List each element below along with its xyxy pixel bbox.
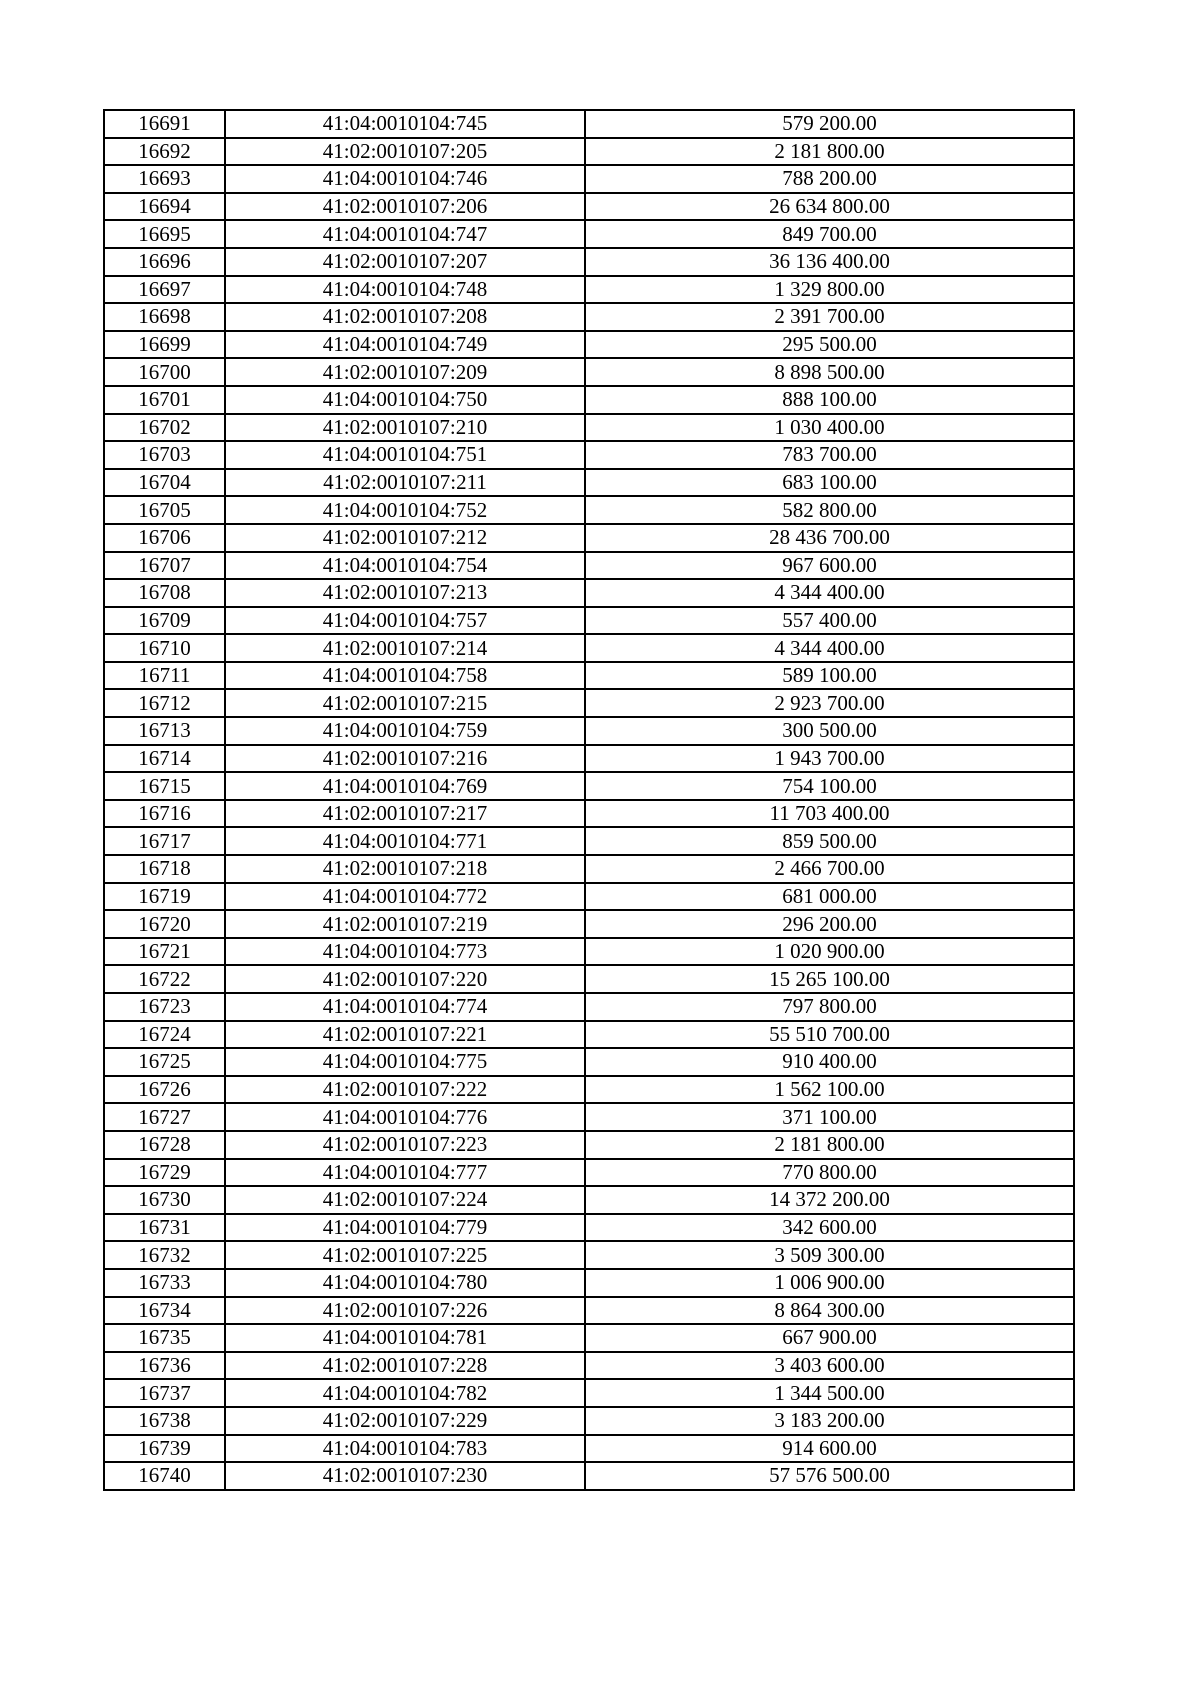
- table-body: [104, 110, 1074, 1490]
- row-number-cell: 16707: [104, 552, 225, 580]
- cadastral-value-cell: 589 100.00: [585, 662, 1074, 690]
- row-number-cell: 16731: [104, 1214, 225, 1242]
- cadastral-value-cell: 1 020 900.00: [585, 938, 1074, 966]
- table-row: [104, 993, 1074, 1021]
- cadastral-value-cell: 579 200.00: [585, 110, 1074, 138]
- row-number-cell: 16733: [104, 1269, 225, 1297]
- row-number-cell: 16737: [104, 1379, 225, 1407]
- table-row: [104, 1379, 1074, 1407]
- cadastral-number-cell: 41:02:0010107:209: [225, 358, 585, 386]
- table-row: [104, 1131, 1074, 1159]
- cadastral-value-cell: 888 100.00: [585, 386, 1074, 414]
- cadastral-number-cell: 41:04:0010104:759: [225, 717, 585, 745]
- table-row: [104, 634, 1074, 662]
- row-number-cell: 16710: [104, 634, 225, 662]
- table-row: [104, 855, 1074, 883]
- table-row: [104, 469, 1074, 497]
- row-number-cell: 16730: [104, 1186, 225, 1214]
- row-number-cell: 16734: [104, 1297, 225, 1325]
- table-row: [104, 1186, 1074, 1214]
- row-number-cell: 16724: [104, 1021, 225, 1049]
- row-number-cell: 16704: [104, 469, 225, 497]
- table-row: [104, 883, 1074, 911]
- table-row: [104, 1103, 1074, 1131]
- row-number-cell: 16725: [104, 1048, 225, 1076]
- table-row: [104, 1076, 1074, 1104]
- row-number-cell: 16705: [104, 496, 225, 524]
- cadastral-value-cell: 967 600.00: [585, 552, 1074, 580]
- row-number-cell: 16718: [104, 855, 225, 883]
- table-row: [104, 1021, 1074, 1049]
- cadastral-value-cell: 15 265 100.00: [585, 965, 1074, 993]
- table-row: [104, 689, 1074, 717]
- table-row: [104, 1269, 1074, 1297]
- cadastral-number-cell: 41:04:0010104:747: [225, 220, 585, 248]
- cadastral-value-cell: 1 943 700.00: [585, 745, 1074, 773]
- table-row: [104, 276, 1074, 304]
- table-row: [104, 1048, 1074, 1076]
- cadastral-number-cell: 41:04:0010104:782: [225, 1379, 585, 1407]
- cadastral-number-cell: 41:02:0010107:220: [225, 965, 585, 993]
- row-number-cell: 16692: [104, 138, 225, 166]
- row-number-cell: 16706: [104, 524, 225, 552]
- row-number-cell: 16694: [104, 193, 225, 221]
- cadastral-value-cell: 2 181 800.00: [585, 1131, 1074, 1159]
- row-number-cell: 16720: [104, 910, 225, 938]
- row-number-cell: 16723: [104, 993, 225, 1021]
- cadastral-number-cell: 41:02:0010107:214: [225, 634, 585, 662]
- cadastral-value-cell: 8 898 500.00: [585, 358, 1074, 386]
- row-number-cell: 16736: [104, 1352, 225, 1380]
- table-row: [104, 165, 1074, 193]
- cadastral-value-cell: 371 100.00: [585, 1103, 1074, 1131]
- table-row: [104, 358, 1074, 386]
- cadastral-value-cell: 4 344 400.00: [585, 579, 1074, 607]
- cadastral-value-table: [103, 109, 1075, 1491]
- cadastral-number-cell: 41:04:0010104:751: [225, 441, 585, 469]
- table-row: [104, 1214, 1074, 1242]
- row-number-cell: 16701: [104, 386, 225, 414]
- cadastral-value-cell: 28 436 700.00: [585, 524, 1074, 552]
- cadastral-number-cell: 41:02:0010107:206: [225, 193, 585, 221]
- cadastral-number-cell: 41:02:0010107:217: [225, 800, 585, 828]
- cadastral-number-cell: 41:04:0010104:746: [225, 165, 585, 193]
- row-number-cell: 16697: [104, 276, 225, 304]
- table-row: [104, 303, 1074, 331]
- row-number-cell: 16735: [104, 1324, 225, 1352]
- cadastral-number-cell: 41:02:0010107:219: [225, 910, 585, 938]
- table-row: [104, 772, 1074, 800]
- row-number-cell: 16709: [104, 607, 225, 635]
- cadastral-number-cell: 41:02:0010107:223: [225, 1131, 585, 1159]
- cadastral-value-cell: 914 600.00: [585, 1435, 1074, 1463]
- table-row: [104, 1407, 1074, 1435]
- cadastral-value-cell: 683 100.00: [585, 469, 1074, 497]
- row-number-cell: 16728: [104, 1131, 225, 1159]
- cadastral-value-cell: 300 500.00: [585, 717, 1074, 745]
- row-number-cell: 16699: [104, 331, 225, 359]
- cadastral-number-cell: 41:04:0010104:754: [225, 552, 585, 580]
- cadastral-number-cell: 41:02:0010107:228: [225, 1352, 585, 1380]
- cadastral-value-cell: 667 900.00: [585, 1324, 1074, 1352]
- cadastral-value-cell: 36 136 400.00: [585, 248, 1074, 276]
- row-number-cell: 16693: [104, 165, 225, 193]
- table-row: [104, 1462, 1074, 1490]
- cadastral-number-cell: 41:02:0010107:224: [225, 1186, 585, 1214]
- cadastral-number-cell: 41:02:0010107:210: [225, 414, 585, 442]
- cadastral-value-cell: 296 200.00: [585, 910, 1074, 938]
- row-number-cell: 16719: [104, 883, 225, 911]
- cadastral-value-cell: 1 344 500.00: [585, 1379, 1074, 1407]
- cadastral-value-cell: 910 400.00: [585, 1048, 1074, 1076]
- cadastral-number-cell: 41:04:0010104:752: [225, 496, 585, 524]
- cadastral-value-cell: 57 576 500.00: [585, 1462, 1074, 1490]
- cadastral-number-cell: 41:04:0010104:745: [225, 110, 585, 138]
- table-row: [104, 414, 1074, 442]
- cadastral-value-cell: 295 500.00: [585, 331, 1074, 359]
- row-number-cell: 16711: [104, 662, 225, 690]
- cadastral-number-cell: 41:02:0010107:205: [225, 138, 585, 166]
- table-row: [104, 220, 1074, 248]
- table-row: [104, 1241, 1074, 1269]
- cadastral-value-cell: 681 000.00: [585, 883, 1074, 911]
- cadastral-value-cell: 849 700.00: [585, 220, 1074, 248]
- cadastral-number-cell: 41:04:0010104:780: [225, 1269, 585, 1297]
- row-number-cell: 16716: [104, 800, 225, 828]
- cadastral-number-cell: 41:02:0010107:229: [225, 1407, 585, 1435]
- cadastral-value-cell: 14 372 200.00: [585, 1186, 1074, 1214]
- table-row: [104, 193, 1074, 221]
- row-number-cell: 16703: [104, 441, 225, 469]
- cadastral-value-cell: 754 100.00: [585, 772, 1074, 800]
- cadastral-number-cell: 41:02:0010107:225: [225, 1241, 585, 1269]
- cadastral-value-cell: 859 500.00: [585, 827, 1074, 855]
- cadastral-value-cell: 3 509 300.00: [585, 1241, 1074, 1269]
- cadastral-value-cell: 342 600.00: [585, 1214, 1074, 1242]
- cadastral-value-cell: 11 703 400.00: [585, 800, 1074, 828]
- cadastral-value-cell: 2 466 700.00: [585, 855, 1074, 883]
- table-row: [104, 248, 1074, 276]
- table-row: [104, 827, 1074, 855]
- table-row: [104, 441, 1074, 469]
- cadastral-number-cell: 41:04:0010104:749: [225, 331, 585, 359]
- cadastral-number-cell: 41:04:0010104:781: [225, 1324, 585, 1352]
- row-number-cell: 16738: [104, 1407, 225, 1435]
- cadastral-number-cell: 41:04:0010104:779: [225, 1214, 585, 1242]
- row-number-cell: 16696: [104, 248, 225, 276]
- cadastral-number-cell: 41:04:0010104:748: [225, 276, 585, 304]
- cadastral-value-cell: 1 006 900.00: [585, 1269, 1074, 1297]
- table-row: [104, 800, 1074, 828]
- row-number-cell: 16698: [104, 303, 225, 331]
- table-row: [104, 496, 1074, 524]
- table-row: [104, 1297, 1074, 1325]
- cadastral-number-cell: 41:02:0010107:208: [225, 303, 585, 331]
- row-number-cell: 16726: [104, 1076, 225, 1104]
- cadastral-number-cell: 41:04:0010104:771: [225, 827, 585, 855]
- cadastral-value-cell: 1 030 400.00: [585, 414, 1074, 442]
- table-row: [104, 1159, 1074, 1187]
- cadastral-value-cell: 2 181 800.00: [585, 138, 1074, 166]
- cadastral-number-cell: 41:02:0010107:215: [225, 689, 585, 717]
- cadastral-number-cell: 41:02:0010107:213: [225, 579, 585, 607]
- cadastral-number-cell: 41:04:0010104:757: [225, 607, 585, 635]
- cadastral-value-cell: 55 510 700.00: [585, 1021, 1074, 1049]
- cadastral-value-cell: 2 391 700.00: [585, 303, 1074, 331]
- row-number-cell: 16739: [104, 1435, 225, 1463]
- row-number-cell: 16713: [104, 717, 225, 745]
- cadastral-number-cell: 41:02:0010107:221: [225, 1021, 585, 1049]
- table-row: [104, 938, 1074, 966]
- table-row: [104, 1324, 1074, 1352]
- cadastral-value-cell: 582 800.00: [585, 496, 1074, 524]
- table-row: [104, 386, 1074, 414]
- cadastral-number-cell: 41:04:0010104:750: [225, 386, 585, 414]
- table-row: [104, 579, 1074, 607]
- cadastral-number-cell: 41:02:0010107:230: [225, 1462, 585, 1490]
- row-number-cell: 16729: [104, 1159, 225, 1187]
- cadastral-number-cell: 41:02:0010107:212: [225, 524, 585, 552]
- row-number-cell: 16721: [104, 938, 225, 966]
- row-number-cell: 16695: [104, 220, 225, 248]
- table-row: [104, 745, 1074, 773]
- row-number-cell: 16722: [104, 965, 225, 993]
- cadastral-value-cell: 4 344 400.00: [585, 634, 1074, 662]
- table-row: [104, 138, 1074, 166]
- row-number-cell: 16702: [104, 414, 225, 442]
- cadastral-value-cell: 783 700.00: [585, 441, 1074, 469]
- cadastral-number-cell: 41:04:0010104:773: [225, 938, 585, 966]
- row-number-cell: 16708: [104, 579, 225, 607]
- cadastral-number-cell: 41:02:0010107:216: [225, 745, 585, 773]
- cadastral-value-cell: 3 183 200.00: [585, 1407, 1074, 1435]
- row-number-cell: 16715: [104, 772, 225, 800]
- row-number-cell: 16691: [104, 110, 225, 138]
- table-row: [104, 552, 1074, 580]
- cadastral-value-cell: 788 200.00: [585, 165, 1074, 193]
- cadastral-number-cell: 41:04:0010104:776: [225, 1103, 585, 1131]
- row-number-cell: 16732: [104, 1241, 225, 1269]
- row-number-cell: 16712: [104, 689, 225, 717]
- cadastral-number-cell: 41:04:0010104:783: [225, 1435, 585, 1463]
- table-row: [104, 965, 1074, 993]
- cadastral-value-cell: 26 634 800.00: [585, 193, 1074, 221]
- cadastral-number-cell: 41:02:0010107:222: [225, 1076, 585, 1104]
- table-row: [104, 607, 1074, 635]
- cadastral-value-cell: 1 562 100.00: [585, 1076, 1074, 1104]
- cadastral-number-cell: 41:04:0010104:772: [225, 883, 585, 911]
- row-number-cell: 16727: [104, 1103, 225, 1131]
- row-number-cell: 16714: [104, 745, 225, 773]
- row-number-cell: 16717: [104, 827, 225, 855]
- cadastral-number-cell: 41:02:0010107:207: [225, 248, 585, 276]
- cadastral-number-cell: 41:04:0010104:769: [225, 772, 585, 800]
- table-row: [104, 331, 1074, 359]
- cadastral-number-cell: 41:02:0010107:226: [225, 1297, 585, 1325]
- cadastral-value-cell: 2 923 700.00: [585, 689, 1074, 717]
- table-row: [104, 1352, 1074, 1380]
- row-number-cell: 16700: [104, 358, 225, 386]
- cadastral-number-cell: 41:02:0010107:211: [225, 469, 585, 497]
- cadastral-value-cell: 1 329 800.00: [585, 276, 1074, 304]
- cadastral-number-cell: 41:02:0010107:218: [225, 855, 585, 883]
- cadastral-number-cell: 41:04:0010104:775: [225, 1048, 585, 1076]
- cadastral-number-cell: 41:04:0010104:774: [225, 993, 585, 1021]
- table-row: [104, 110, 1074, 138]
- table-row: [104, 1435, 1074, 1463]
- table-row: [104, 910, 1074, 938]
- table-row: [104, 524, 1074, 552]
- cadastral-value-cell: 770 800.00: [585, 1159, 1074, 1187]
- cadastral-number-cell: 41:04:0010104:758: [225, 662, 585, 690]
- table-row: [104, 717, 1074, 745]
- cadastral-value-cell: 797 800.00: [585, 993, 1074, 1021]
- cadastral-value-cell: 3 403 600.00: [585, 1352, 1074, 1380]
- cadastral-number-cell: 41:04:0010104:777: [225, 1159, 585, 1187]
- cadastral-value-cell: 557 400.00: [585, 607, 1074, 635]
- table-row: [104, 662, 1074, 690]
- cadastral-value-cell: 8 864 300.00: [585, 1297, 1074, 1325]
- row-number-cell: 16740: [104, 1462, 225, 1490]
